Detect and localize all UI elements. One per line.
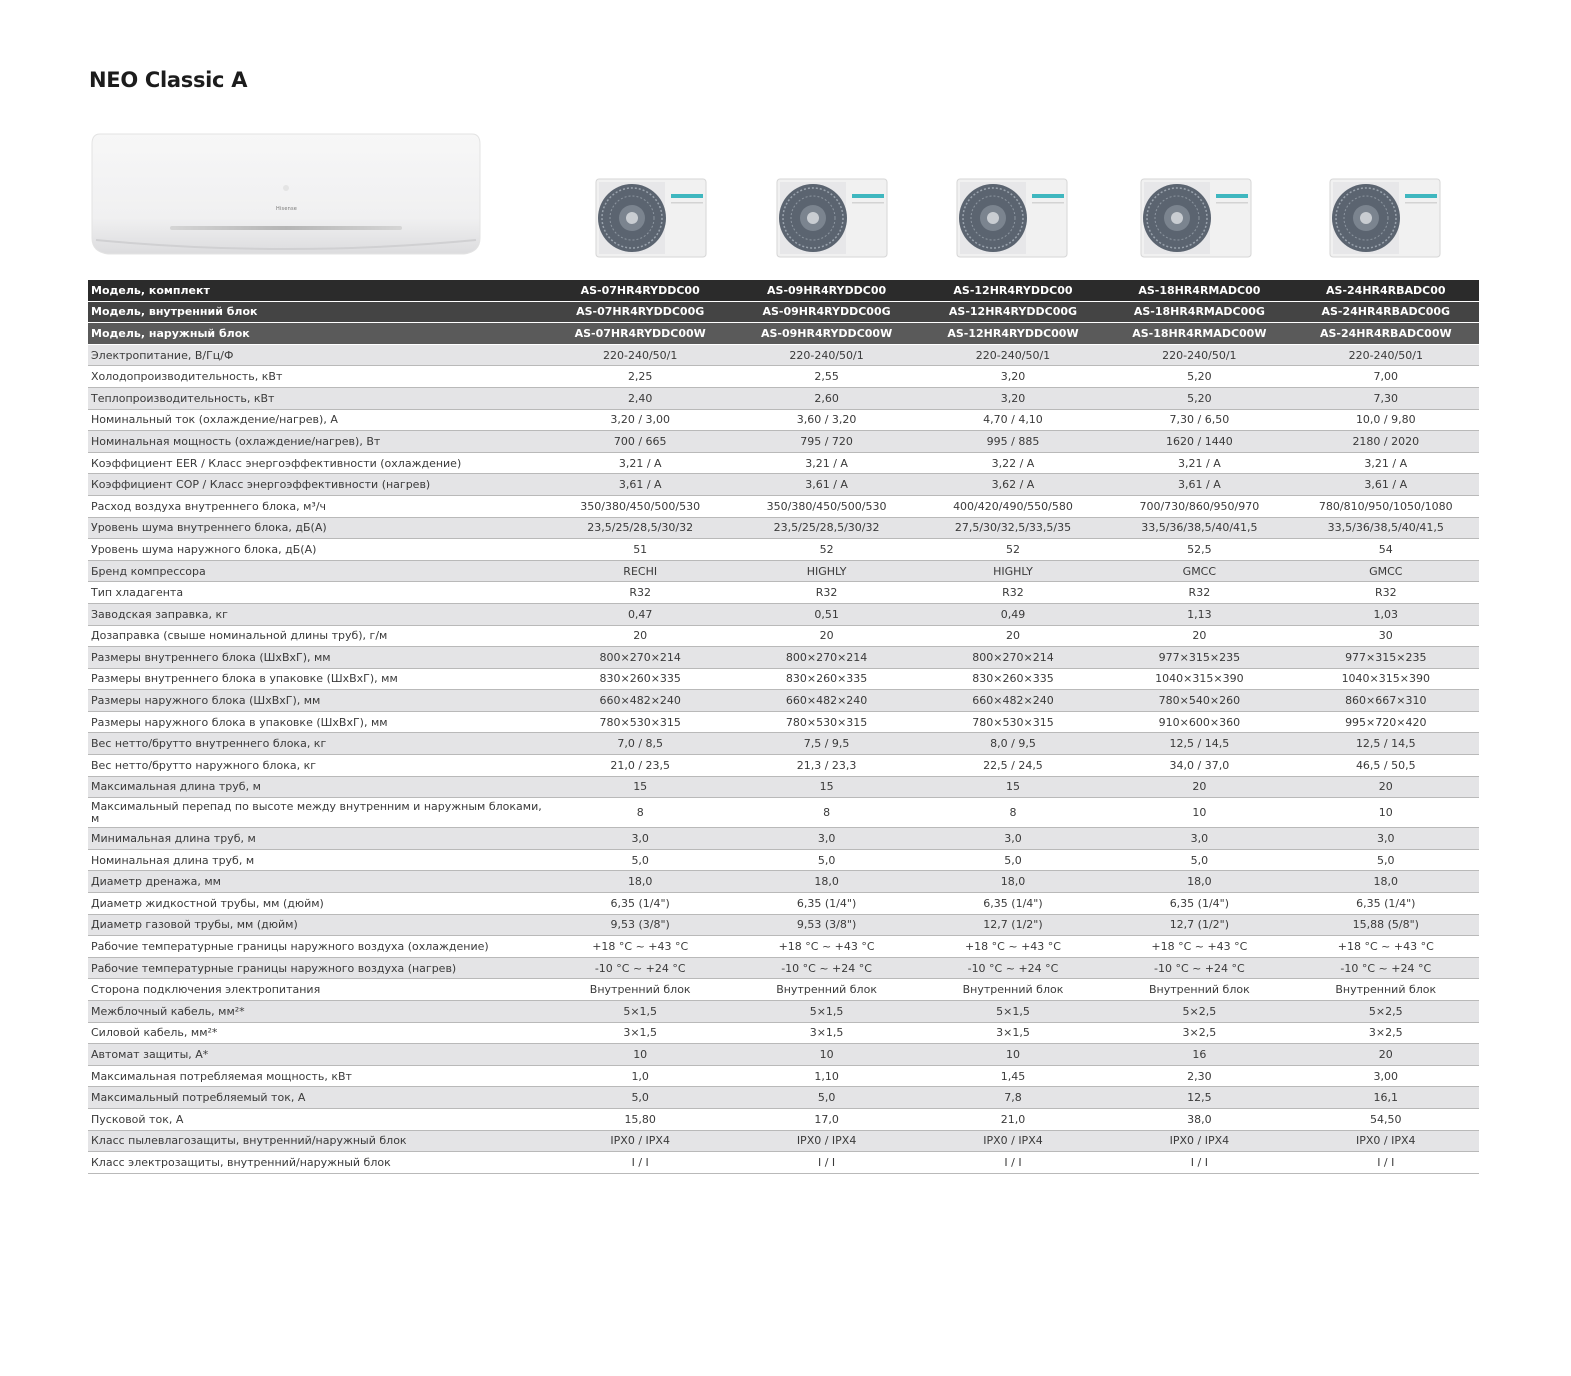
table-row xyxy=(88,387,1479,409)
value-cell: 5,0 xyxy=(547,849,733,871)
value-cell: 7,5 / 9,5 xyxy=(733,733,919,755)
table-row xyxy=(88,1087,1479,1109)
table-row xyxy=(88,755,1479,777)
parameter-label: Расход воздуха внутреннего блока, м³/ч xyxy=(88,495,547,517)
table-row xyxy=(88,1044,1479,1066)
parameter-label: Рабочие температурные границы наружного воздуха (нагрев) xyxy=(88,957,547,979)
table-row xyxy=(88,1108,1479,1130)
value-cell: 18,0 xyxy=(733,871,919,893)
value-cell: Внутренний блок xyxy=(920,979,1106,1001)
value-cell: 3×1,5 xyxy=(733,1022,919,1044)
table-row xyxy=(88,893,1479,915)
value-cell: I / I xyxy=(920,1152,1106,1174)
value-cell: 3,21 / A xyxy=(1106,452,1292,474)
value-cell: IPX0 / IPX4 xyxy=(920,1130,1106,1152)
value-cell: 12,5 / 14,5 xyxy=(1293,733,1479,755)
value-cell: 5,0 xyxy=(920,849,1106,871)
parameter-label: Минимальная длина труб, м xyxy=(88,828,547,850)
table-row xyxy=(88,495,1479,517)
value-cell: R32 xyxy=(733,582,919,604)
parameter-label: Размеры внутреннего блока в упаковке (ШхВхГ), мм xyxy=(88,668,547,690)
value-cell: 0,49 xyxy=(920,603,1106,625)
value-cell: 660×482×240 xyxy=(547,690,733,712)
parameter-label: Пусковой ток, А xyxy=(88,1108,547,1130)
parameter-label: Уровень шума наружного блока, дБ(А) xyxy=(88,539,547,561)
value-cell: 0,51 xyxy=(733,603,919,625)
value-cell: 20 xyxy=(1106,776,1292,798)
outdoor-unit-image xyxy=(1329,178,1441,260)
parameter-label: Холодопроизводительность, кВт xyxy=(88,366,547,388)
table-row xyxy=(88,733,1479,755)
value-cell: 3,0 xyxy=(547,828,733,850)
outdoor-unit-image xyxy=(956,178,1068,260)
value-cell: 7,30 / 6,50 xyxy=(1106,409,1292,431)
parameter-label: Автомат защиты, А* xyxy=(88,1044,547,1066)
parameter-label: Теплопроизводительность, кВт xyxy=(88,387,547,409)
parameter-label: Размеры внутреннего блока (ШхВхГ), мм xyxy=(88,647,547,669)
value-cell: 12,7 (1/2") xyxy=(920,914,1106,936)
parameter-label: Уровень шума внутреннего блока, дБ(А) xyxy=(88,517,547,539)
value-cell: 7,30 xyxy=(1293,387,1479,409)
value-cell: 5,0 xyxy=(733,1087,919,1109)
value-cell: 3,20 / 3,00 xyxy=(547,409,733,431)
model-cell: AS-18HR4RMADC00G xyxy=(1106,301,1292,323)
value-cell: 220-240/50/1 xyxy=(1293,344,1479,366)
value-cell: 910×600×360 xyxy=(1106,711,1292,733)
value-cell: HIGHLY xyxy=(920,560,1106,582)
value-cell: Внутренний блок xyxy=(1106,979,1292,1001)
header-label: Модель, внутренний блок xyxy=(88,301,547,323)
value-cell: 1,45 xyxy=(920,1065,1106,1087)
value-cell: 780/810/950/1050/1080 xyxy=(1293,495,1479,517)
value-cell: 51 xyxy=(547,539,733,561)
header-row-kit-model xyxy=(88,280,1479,301)
value-cell: 780×530×315 xyxy=(547,711,733,733)
value-cell: 33,5/36/38,5/40/41,5 xyxy=(1106,517,1292,539)
value-cell: 6,35 (1/4") xyxy=(920,893,1106,915)
value-cell: 15 xyxy=(733,776,919,798)
value-cell: 780×530×315 xyxy=(920,711,1106,733)
value-cell: 5×2,5 xyxy=(1293,1001,1479,1023)
parameter-label: Коэффициент EER / Класс энергоэффективности (охлаждение) xyxy=(88,452,547,474)
table-row xyxy=(88,711,1479,733)
value-cell: 12,5 xyxy=(1106,1087,1292,1109)
value-cell: 46,5 / 50,5 xyxy=(1293,755,1479,777)
value-cell: 3,0 xyxy=(733,828,919,850)
parameter-label: Коэффициент COP / Класс энергоэффективности (нагрев) xyxy=(88,474,547,496)
page-title: NEO Classic A xyxy=(89,68,248,92)
value-cell: 6,35 (1/4") xyxy=(1293,893,1479,915)
value-cell: 400/420/490/550/580 xyxy=(920,495,1106,517)
table-row xyxy=(88,849,1479,871)
parameter-label: Максимальная длина труб, м xyxy=(88,776,547,798)
table-row xyxy=(88,582,1479,604)
value-cell: 220-240/50/1 xyxy=(920,344,1106,366)
value-cell: 54,50 xyxy=(1293,1108,1479,1130)
parameter-label: Максимальная потребляемая мощность, кВт xyxy=(88,1065,547,1087)
table-row xyxy=(88,625,1479,647)
value-cell: 16 xyxy=(1106,1044,1292,1066)
value-cell: 800×270×214 xyxy=(920,647,1106,669)
value-cell: 7,00 xyxy=(1293,366,1479,388)
value-cell: 23,5/25/28,5/30/32 xyxy=(733,517,919,539)
value-cell: 7,0 / 8,5 xyxy=(547,733,733,755)
value-cell: 3,62 / A xyxy=(920,474,1106,496)
value-cell: 830×260×335 xyxy=(733,668,919,690)
model-cell: AS-24HR4RBADC00G xyxy=(1293,301,1479,323)
value-cell: 20 xyxy=(733,625,919,647)
value-cell: 5,0 xyxy=(547,1087,733,1109)
value-cell: 3,0 xyxy=(1106,828,1292,850)
value-cell: Внутренний блок xyxy=(1293,979,1479,1001)
value-cell: 3,21 / A xyxy=(1293,452,1479,474)
value-cell: I / I xyxy=(547,1152,733,1174)
value-cell: 21,0 / 23,5 xyxy=(547,755,733,777)
value-cell: 5×1,5 xyxy=(547,1001,733,1023)
value-cell: 995 / 885 xyxy=(920,431,1106,453)
value-cell: 18,0 xyxy=(920,871,1106,893)
value-cell: 660×482×240 xyxy=(733,690,919,712)
value-cell: 8 xyxy=(547,798,733,828)
header-label: Модель, комплект xyxy=(88,280,547,301)
table-row xyxy=(88,1152,1479,1174)
table-row xyxy=(88,828,1479,850)
value-cell: 2,60 xyxy=(733,387,919,409)
parameter-label: Диаметр дренажа, мм xyxy=(88,871,547,893)
value-cell: 3,20 xyxy=(920,387,1106,409)
value-cell: IPX0 / IPX4 xyxy=(733,1130,919,1152)
value-cell: 18,0 xyxy=(1106,871,1292,893)
value-cell: 10 xyxy=(1293,798,1479,828)
value-cell: 15,88 (5/8") xyxy=(1293,914,1479,936)
value-cell: 2,25 xyxy=(547,366,733,388)
table-row xyxy=(88,431,1479,453)
spec-table xyxy=(88,280,1479,1174)
value-cell: 0,47 xyxy=(547,603,733,625)
model-cell: AS-12HR4RYDDC00 xyxy=(920,280,1106,301)
value-cell: 15 xyxy=(920,776,1106,798)
header-row-outdoor-model xyxy=(88,323,1479,345)
table-row xyxy=(88,1065,1479,1087)
value-cell: 20 xyxy=(1293,1044,1479,1066)
table-row xyxy=(88,979,1479,1001)
value-cell: Внутренний блок xyxy=(547,979,733,1001)
table-row xyxy=(88,560,1479,582)
value-cell: +18 °C ~ +43 °C xyxy=(1106,936,1292,958)
value-cell: 1620 / 1440 xyxy=(1106,431,1292,453)
value-cell: 6,35 (1/4") xyxy=(733,893,919,915)
value-cell: I / I xyxy=(733,1152,919,1174)
value-cell: 18,0 xyxy=(547,871,733,893)
table-row xyxy=(88,344,1479,366)
value-cell: 2180 / 2020 xyxy=(1293,431,1479,453)
value-cell: 3×1,5 xyxy=(547,1022,733,1044)
value-cell: R32 xyxy=(1106,582,1292,604)
parameter-label: Тип хладагента xyxy=(88,582,547,604)
value-cell: +18 °C ~ +43 °C xyxy=(733,936,919,958)
value-cell: 1,03 xyxy=(1293,603,1479,625)
value-cell: 3,21 / A xyxy=(547,452,733,474)
value-cell: IPX0 / IPX4 xyxy=(547,1130,733,1152)
value-cell: 6,35 (1/4") xyxy=(1106,893,1292,915)
value-cell: 20 xyxy=(1106,625,1292,647)
value-cell: I / I xyxy=(1106,1152,1292,1174)
value-cell: 18,0 xyxy=(1293,871,1479,893)
value-cell: 5,20 xyxy=(1106,366,1292,388)
value-cell: GMCC xyxy=(1106,560,1292,582)
indoor-unit-image xyxy=(90,130,482,260)
value-cell: 700 / 665 xyxy=(547,431,733,453)
parameter-label: Номинальный ток (охлаждение/нагрев), А xyxy=(88,409,547,431)
table-row xyxy=(88,366,1479,388)
value-cell: 3,0 xyxy=(920,828,1106,850)
parameter-label: Вес нетто/брутто внутреннего блока, кг xyxy=(88,733,547,755)
model-cell: AS-12HR4RYDDC00W xyxy=(920,323,1106,345)
table-row xyxy=(88,690,1479,712)
parameter-label: Электропитание, В/Гц/Ф xyxy=(88,344,547,366)
value-cell: 12,5 / 14,5 xyxy=(1106,733,1292,755)
value-cell: I / I xyxy=(1293,1152,1479,1174)
value-cell: 16,1 xyxy=(1293,1087,1479,1109)
value-cell: 52 xyxy=(920,539,1106,561)
value-cell: 860×667×310 xyxy=(1293,690,1479,712)
value-cell: -10 °C ~ +24 °C xyxy=(547,957,733,979)
parameter-label: Диаметр жидкостной трубы, мм (дюйм) xyxy=(88,893,547,915)
table-row xyxy=(88,647,1479,669)
header-row-indoor-model xyxy=(88,301,1479,323)
value-cell: 977×315×235 xyxy=(1293,647,1479,669)
table-row xyxy=(88,668,1479,690)
value-cell: R32 xyxy=(1293,582,1479,604)
table-row xyxy=(88,798,1479,828)
value-cell: 830×260×335 xyxy=(547,668,733,690)
parameter-label: Размеры наружного блока (ШхВхГ), мм xyxy=(88,690,547,712)
value-cell: 1,13 xyxy=(1106,603,1292,625)
parameter-label: Сторона подключения электропитания xyxy=(88,979,547,1001)
value-cell: 20 xyxy=(920,625,1106,647)
value-cell: 977×315×235 xyxy=(1106,647,1292,669)
value-cell: 5,20 xyxy=(1106,387,1292,409)
value-cell: 220-240/50/1 xyxy=(547,344,733,366)
table-row xyxy=(88,474,1479,496)
value-cell: 780×530×315 xyxy=(733,711,919,733)
model-cell: AS-09HR4RYDDC00W xyxy=(733,323,919,345)
value-cell: 995×720×420 xyxy=(1293,711,1479,733)
value-cell: 10,0 / 9,80 xyxy=(1293,409,1479,431)
model-cell: AS-09HR4RYDDC00 xyxy=(733,280,919,301)
value-cell: 1,10 xyxy=(733,1065,919,1087)
value-cell: 15 xyxy=(547,776,733,798)
model-cell: AS-24HR4RBADC00W xyxy=(1293,323,1479,345)
model-cell: AS-18HR4RMADC00 xyxy=(1106,280,1292,301)
table-row xyxy=(88,517,1479,539)
value-cell: 1040×315×390 xyxy=(1106,668,1292,690)
value-cell: 9,53 (3/8") xyxy=(547,914,733,936)
table-row xyxy=(88,1001,1479,1023)
value-cell: R32 xyxy=(920,582,1106,604)
value-cell: -10 °C ~ +24 °C xyxy=(1293,957,1479,979)
parameter-label: Дозаправка (свыше номинальной длины труб), г/м xyxy=(88,625,547,647)
model-cell: AS-07HR4RYDDC00G xyxy=(547,301,733,323)
parameter-label: Номинальная мощность (охлаждение/нагрев), Вт xyxy=(88,431,547,453)
value-cell: 33,5/36/38,5/40/41,5 xyxy=(1293,517,1479,539)
outdoor-unit-image xyxy=(1140,178,1252,260)
value-cell: -10 °C ~ +24 °C xyxy=(733,957,919,979)
table-row xyxy=(88,914,1479,936)
value-cell: GMCC xyxy=(1293,560,1479,582)
parameter-label: Межблочный кабель, мм²* xyxy=(88,1001,547,1023)
parameter-label: Класс пылевлагозащиты, внутренний/наружный блок xyxy=(88,1130,547,1152)
parameter-label: Вес нетто/брутто наружного блока, кг xyxy=(88,755,547,777)
value-cell: 6,35 (1/4") xyxy=(547,893,733,915)
value-cell: 21,0 xyxy=(920,1108,1106,1130)
value-cell: 10 xyxy=(547,1044,733,1066)
value-cell: R32 xyxy=(547,582,733,604)
value-cell: 10 xyxy=(1106,798,1292,828)
value-cell: 5,0 xyxy=(1106,849,1292,871)
brand-logo: Hisense xyxy=(276,206,298,212)
value-cell: 795 / 720 xyxy=(733,431,919,453)
value-cell: 10 xyxy=(920,1044,1106,1066)
table-row xyxy=(88,936,1479,958)
value-cell: 8 xyxy=(920,798,1106,828)
value-cell: 3,61 / A xyxy=(1293,474,1479,496)
value-cell: 10 xyxy=(733,1044,919,1066)
header-label: Модель, наружный блок xyxy=(88,323,547,345)
value-cell: 3,22 / A xyxy=(920,452,1106,474)
value-cell: 22,5 / 24,5 xyxy=(920,755,1106,777)
table-row xyxy=(88,539,1479,561)
value-cell: +18 °C ~ +43 °C xyxy=(1293,936,1479,958)
table-row xyxy=(88,452,1479,474)
value-cell: 17,0 xyxy=(733,1108,919,1130)
value-cell: 350/380/450/500/530 xyxy=(547,495,733,517)
value-cell: 830×260×335 xyxy=(920,668,1106,690)
value-cell: 5×2,5 xyxy=(1106,1001,1292,1023)
value-cell: 5×1,5 xyxy=(733,1001,919,1023)
table-row xyxy=(88,957,1479,979)
value-cell: 3×2,5 xyxy=(1106,1022,1292,1044)
value-cell: Внутренний блок xyxy=(733,979,919,1001)
model-cell: AS-09HR4RYDDC00G xyxy=(733,301,919,323)
value-cell: 20 xyxy=(547,625,733,647)
spec-table-body xyxy=(88,280,1479,1173)
value-cell: IPX0 / IPX4 xyxy=(1293,1130,1479,1152)
table-row xyxy=(88,603,1479,625)
parameter-label: Диаметр газовой трубы, мм (дюйм) xyxy=(88,914,547,936)
outdoor-unit-image xyxy=(776,178,888,260)
value-cell: -10 °C ~ +24 °C xyxy=(920,957,1106,979)
value-cell: 220-240/50/1 xyxy=(733,344,919,366)
value-cell: 3,61 / A xyxy=(733,474,919,496)
parameter-label: Класс электрозащиты, внутренний/наружный блок xyxy=(88,1152,547,1174)
value-cell: 1,0 xyxy=(547,1065,733,1087)
value-cell: 8,0 / 9,5 xyxy=(920,733,1106,755)
value-cell: 52,5 xyxy=(1106,539,1292,561)
value-cell: 3,21 / A xyxy=(733,452,919,474)
value-cell: 27,5/30/32,5/33,5/35 xyxy=(920,517,1106,539)
table-row xyxy=(88,409,1479,431)
value-cell: 34,0 / 37,0 xyxy=(1106,755,1292,777)
parameter-label: Бренд компрессора xyxy=(88,560,547,582)
value-cell: 8 xyxy=(733,798,919,828)
value-cell: -10 °C ~ +24 °C xyxy=(1106,957,1292,979)
parameter-label: Заводская заправка, кг xyxy=(88,603,547,625)
value-cell: 3×1,5 xyxy=(920,1022,1106,1044)
value-cell: 20 xyxy=(1293,776,1479,798)
value-cell: 30 xyxy=(1293,625,1479,647)
value-cell: 800×270×214 xyxy=(547,647,733,669)
model-cell: AS-07HR4RYDDC00 xyxy=(547,280,733,301)
value-cell: 3,20 xyxy=(920,366,1106,388)
value-cell: 38,0 xyxy=(1106,1108,1292,1130)
value-cell: IPX0 / IPX4 xyxy=(1106,1130,1292,1152)
value-cell: 23,5/25/28,5/30/32 xyxy=(547,517,733,539)
value-cell: 220-240/50/1 xyxy=(1106,344,1292,366)
model-cell: AS-07HR4RYDDC00W xyxy=(547,323,733,345)
parameter-label: Силовой кабель, мм²* xyxy=(88,1022,547,1044)
value-cell: +18 °C ~ +43 °C xyxy=(547,936,733,958)
parameter-label: Номинальная длина труб, м xyxy=(88,849,547,871)
value-cell: 5,0 xyxy=(733,849,919,871)
value-cell: 7,8 xyxy=(920,1087,1106,1109)
value-cell: 3,00 xyxy=(1293,1065,1479,1087)
parameter-label: Рабочие температурные границы наружного воздуха (охлаждение) xyxy=(88,936,547,958)
value-cell: 700/730/860/950/970 xyxy=(1106,495,1292,517)
value-cell: 15,80 xyxy=(547,1108,733,1130)
value-cell: 2,55 xyxy=(733,366,919,388)
value-cell: 780×540×260 xyxy=(1106,690,1292,712)
value-cell: 800×270×214 xyxy=(733,647,919,669)
value-cell: 54 xyxy=(1293,539,1479,561)
value-cell: 5×1,5 xyxy=(920,1001,1106,1023)
parameter-label: Размеры наружного блока в упаковке (ШхВхГ), мм xyxy=(88,711,547,733)
value-cell: RECHI xyxy=(547,560,733,582)
value-cell: 350/380/450/500/530 xyxy=(733,495,919,517)
value-cell: 3,60 / 3,20 xyxy=(733,409,919,431)
outdoor-unit-image xyxy=(595,178,707,260)
parameter-label: Максимальный потребляемый ток, А xyxy=(88,1087,547,1109)
value-cell: 3×2,5 xyxy=(1293,1022,1479,1044)
value-cell: 660×482×240 xyxy=(920,690,1106,712)
value-cell: 9,53 (3/8") xyxy=(733,914,919,936)
value-cell: 52 xyxy=(733,539,919,561)
value-cell: 2,30 xyxy=(1106,1065,1292,1087)
table-row xyxy=(88,1130,1479,1152)
model-cell: AS-18HR4RMADC00W xyxy=(1106,323,1292,345)
table-row xyxy=(88,1022,1479,1044)
value-cell: 3,61 / A xyxy=(547,474,733,496)
table-row xyxy=(88,776,1479,798)
value-cell: 12,7 (1/2") xyxy=(1106,914,1292,936)
value-cell: HIGHLY xyxy=(733,560,919,582)
value-cell: 2,40 xyxy=(547,387,733,409)
value-cell: 21,3 / 23,3 xyxy=(733,755,919,777)
value-cell: 3,61 / A xyxy=(1106,474,1292,496)
value-cell: 1040×315×390 xyxy=(1293,668,1479,690)
value-cell: +18 °C ~ +43 °C xyxy=(920,936,1106,958)
table-row xyxy=(88,871,1479,893)
value-cell: 4,70 / 4,10 xyxy=(920,409,1106,431)
parameter-label: Максимальный перепад по высоте между внутренним и наружным блоками, м xyxy=(88,798,547,828)
value-cell: 5,0 xyxy=(1293,849,1479,871)
model-cell: AS-12HR4RYDDC00G xyxy=(920,301,1106,323)
model-cell: AS-24HR4RBADC00 xyxy=(1293,280,1479,301)
value-cell: 3,0 xyxy=(1293,828,1479,850)
